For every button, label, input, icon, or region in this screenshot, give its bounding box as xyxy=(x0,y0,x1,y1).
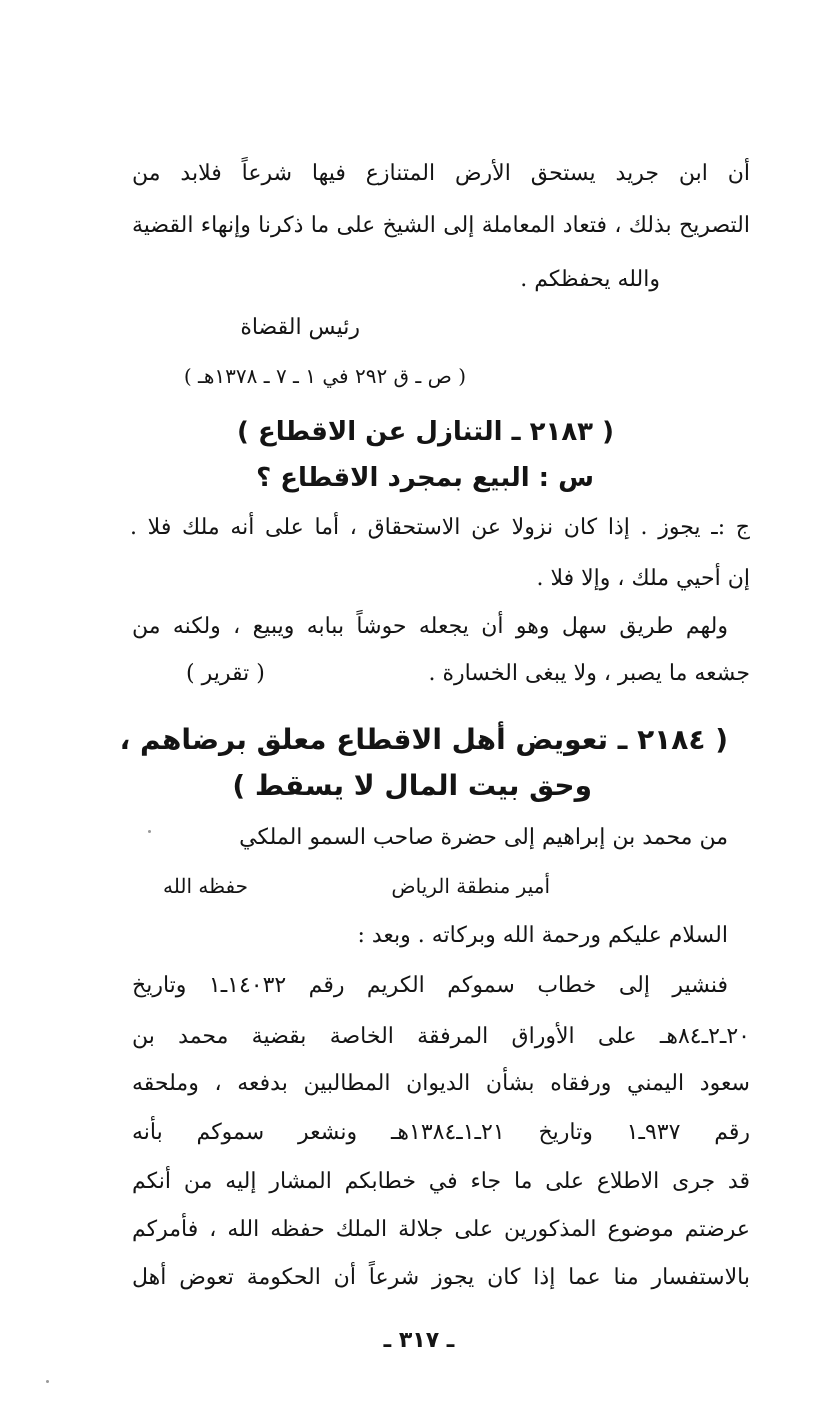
reference-number: ( ص ـ ق ٢٩٢ في ١ ـ ٧ ـ ١٣٧٨هـ ) xyxy=(183,364,466,388)
section-heading-2184: ( ٢١٨٤ ـ تعويض أهل الاقطاع معلق برضاهم ، xyxy=(119,723,728,756)
letter-body-line: بالاستفسار منا عما إذا كان يجوز شرعاً أن الحكومة تعوض أهل xyxy=(132,1265,750,1290)
letter-body-line: فنشير إلى خطاب سموكم الكريم رقم ١٤٠٣٢ـ١ وتاريخ xyxy=(132,973,728,998)
addressee-line: أمير منطقة الرياض xyxy=(391,874,550,898)
signature-title: رئيس القضاة xyxy=(240,315,360,340)
letter-body-line: ٢٠ـ٢ـ٨٤هـ على الأوراق المرفقة الخاصة بقضية محمد بن xyxy=(132,1024,750,1049)
body-line: التصريح بذلك ، فتعاد المعاملة إلى الشيخ على ما ذكرنا وإنهاء القضية xyxy=(132,213,750,238)
answer-line: جشعه ما يصبر ، ولا يبغى الخسارة . xyxy=(428,661,750,686)
greeting-line: السلام عليكم ورحمة الله وبركاته . وبعد : xyxy=(357,923,728,948)
answer-line: ج :ـ يجوز . إذا كان نزولا عن الاستحقاق ، أما على أنه ملك فلا . xyxy=(130,515,750,540)
page-number: ـ ٣١٧ ـ xyxy=(383,1328,455,1353)
section-heading-2184-cont: وحق بيت المال لا يسقط ) xyxy=(232,769,592,802)
letter-body-line: عرضتم موضوع المذكورين على جلالة الملك حفظه الله ، فأمركم xyxy=(132,1217,750,1242)
body-line: أن ابن جريد يستحق الأرض المتنازع فيها شرعاً فلابد من xyxy=(132,161,750,186)
question-line: س : البيع بمجرد الاقطاع ؟ xyxy=(256,463,594,493)
scan-speck xyxy=(148,830,151,833)
blessing-text: حفظه الله xyxy=(163,874,248,898)
letter-body-line: رقم ٩٣٧ـ١ وتاريخ ٢١ـ١ـ١٣٨٤هـ ونشعر سموكم بأنه xyxy=(132,1120,751,1145)
letter-body-line: سعود اليمني ورفقاه بشأن الديوان المطالبين بدفعه ، وملحقه xyxy=(132,1071,750,1096)
scan-speck xyxy=(46,1380,49,1383)
letter-body-line: قد جرى الاطلاع على ما جاء في خطابكم المشار إليه من أنكم xyxy=(132,1169,750,1194)
closing-line: والله يحفظكم . xyxy=(520,267,660,292)
answer-line: ولهم طريق سهل وهو أن يجعله حوشاً ببابه ويبيع ، ولكنه من xyxy=(132,614,728,639)
letter-from-line: من محمد بن إبراهيم إلى حضرة صاحب السمو الملكي xyxy=(239,825,728,850)
answer-line: إن أحيي ملك ، وإلا فلا . xyxy=(536,566,750,591)
source-label: ( تقرير ) xyxy=(186,661,265,686)
section-heading-2183: ( ٢١٨٣ ـ التنازل عن الاقطاع ) xyxy=(237,417,614,447)
